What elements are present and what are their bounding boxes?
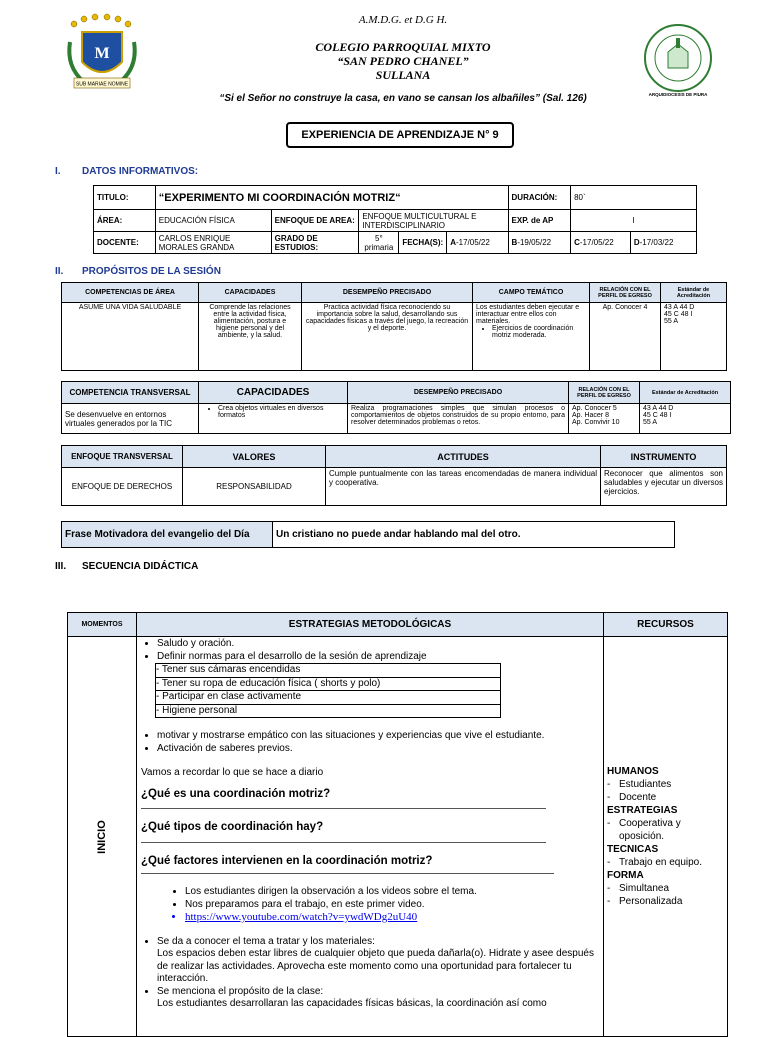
- school-line2: “SAN PEDRO CHANEL”: [337, 54, 469, 68]
- norm-item: - Tener sus cámaras encendidas: [156, 664, 500, 678]
- norm-item: - Tener su ropa de educación física ( shorts y polo): [156, 678, 500, 692]
- recurso-item: - Trabajo en equipo.: [619, 856, 724, 869]
- desempeno-value: Practica actividad física reconociendo su importancia sobre la salud, desarrollando sus capacidades físicas a través del juego, la recreación y el deporte.: [302, 303, 473, 371]
- h-relacion-2: RELACIÓN CON EL PERFIL DE EGRESO: [569, 382, 640, 404]
- estandar-2-value: 43 A 44 D 45 C 48 I 55 A: [640, 404, 731, 434]
- h-desempeno-2: DESEMPEÑO PRECISADO: [348, 382, 569, 404]
- fecha-c: C-17/05/22: [571, 232, 631, 254]
- h-comp-area: COMPETENCIAS DE ÁREA: [62, 283, 199, 303]
- seal-caption: ARQUIDIOCESIS DE PIURA: [648, 92, 708, 97]
- recurso-item: - Estudiantes: [619, 778, 724, 791]
- section1-title: DATOS INFORMATIVOS:: [82, 166, 199, 177]
- exp-label: EXP. de AP: [508, 210, 571, 232]
- enfoque-value: ENFOQUE DE DERECHOS: [62, 468, 183, 506]
- section2-number: II.: [55, 266, 64, 277]
- left-crest: [62, 12, 142, 96]
- docente-label: DOCENTE:: [94, 232, 156, 254]
- answer-line-3: [141, 867, 554, 874]
- frase-motivadora-table: [61, 521, 675, 548]
- h-enfoque: ENFOQUE TRANSVERSAL: [62, 446, 183, 468]
- fecha-d: D-17/03/22: [630, 232, 696, 254]
- titulo-value: “EXPERIMENTO MI COORDINACIÓN MOTRIZ“: [155, 186, 508, 210]
- crest-ribbon-text: SUB MARIAE NOMINE: [75, 81, 129, 88]
- h-recursos: RECURSOS: [604, 613, 728, 637]
- instrumento-value: Reconocer que alimentos son saludables y ejecutar un diversos ejercicios.: [601, 468, 727, 506]
- recurso-item: - Personalizada: [619, 895, 724, 908]
- momento-inicio: INICIO: [96, 819, 108, 854]
- titulo-label: TITULO:: [94, 186, 156, 210]
- svg-text:M: M: [94, 45, 110, 62]
- grado-value: 5° primaria: [359, 232, 399, 254]
- motto-top: A.M.D.G. et D.G H.: [358, 14, 448, 26]
- item-proposito: • Se menciona el propósito de la clase: Los estudiantes desarrollaran las capacidades físicas básicas, la coordinación así como: [157, 986, 599, 1011]
- secuencia-table: [67, 612, 728, 1037]
- h-estrategias: ESTRATEGIAS METODOLÓGICAS: [137, 613, 604, 637]
- duracion-value: 80`: [571, 186, 697, 210]
- valores-value: RESPONSABILIDAD: [183, 468, 326, 506]
- recursos-tecnicas: TECNICAS: [607, 844, 659, 855]
- frase-label: Frase Motivadora del evangelio del Día: [62, 522, 273, 548]
- section2-title: PROPÓSITOS DE LA SESIÓN: [82, 266, 221, 277]
- h-relacion: RELACIÓN CON EL PERFIL DE EGRESO: [590, 283, 661, 303]
- right-seal: [640, 22, 716, 98]
- h-estandar-2: Estándar de Acreditación: [640, 382, 731, 404]
- h-desempeno: DESEMPEÑO PRECISADO: [302, 283, 473, 303]
- comp-area-value: ASUME UNA VIDA SALUDABLE: [62, 303, 199, 371]
- estrategias-cell: [137, 637, 604, 1037]
- estandar-value: 43 A 44 D 45 C 48 I 55 A: [661, 303, 727, 371]
- item-preparamos: • Nos preparamos para el trabajo, en este primer video.: [185, 899, 599, 912]
- h-momentos: MOMENTOS: [68, 613, 137, 637]
- relacion-2-value: Ap. Conocer 5 Ap. Hacer 8 Ap. Convivir 10: [569, 404, 640, 434]
- duracion-label: DURACIÓN:: [508, 186, 571, 210]
- h-capacidades: CAPACIDADES: [199, 283, 302, 303]
- frase-value: Un cristiano no puede andar hablando mal del otro.: [273, 522, 675, 548]
- relacion-value: Ap. Conocer 4: [590, 303, 661, 371]
- question-3: ¿Qué factores intervienen en la coordinación motriz?: [141, 854, 433, 867]
- item-saludo: • Saludo y oración.: [157, 638, 599, 651]
- recursos-humanos: HUMANOS: [607, 766, 659, 777]
- h-comp-transversal: COMPETENCIA TRANSVERSAL: [62, 382, 199, 404]
- recurso-item: - Cooperativa y oposición.: [619, 817, 724, 843]
- page-title: EXPERIENCIA DE APRENDIZAJE N° 9: [286, 122, 514, 148]
- recursos-forma: FORMA: [607, 870, 644, 881]
- fecha-b: B-19/05/22: [508, 232, 571, 254]
- recursos-estrategias: ESTRATEGIAS: [607, 805, 678, 816]
- norms-box: [155, 663, 501, 718]
- recurso-item: - Simultanea: [619, 882, 724, 895]
- item-activacion: • Activación de saberes previos.: [157, 743, 599, 756]
- video-link[interactable]: • https://www.youtube.com/watch?v=ywdWDg2uU40: [185, 911, 599, 924]
- recursos-cell: [604, 637, 728, 1037]
- school-line1: COLEGIO PARROQUIAL MIXTO: [315, 40, 491, 54]
- section3-title: SECUENCIA DIDÁCTICA: [82, 561, 199, 572]
- answer-line-2: [141, 834, 546, 843]
- docente-value: CARLOS ENRIQUE MORALES GRANDA: [155, 232, 271, 254]
- school-line3: SULLANA: [375, 68, 431, 82]
- h-estandar: Estándar de Acreditación: [661, 283, 727, 303]
- h-instrumento: INSTRUMENTO: [601, 446, 727, 468]
- capacidades-value: Comprende las relaciones entre la actividad física, alimentación, postura e higiene personal y del ambiente, y la salud.: [199, 303, 302, 371]
- norm-item: - Participar en clase activamente: [156, 691, 500, 705]
- enfoque-value: ENFOQUE MULTICULTURAL E INTERDISCIPLINARIO: [359, 210, 508, 232]
- fechas-label: FECHA(S):: [399, 232, 447, 254]
- competencias-area-table: [61, 282, 727, 371]
- norm-item: - Higiene personal: [156, 704, 238, 716]
- school-name: [200, 40, 606, 82]
- item-motivar: • motivar y mostrarse empático con las situaciones y experiencias que vive el estudiante.: [157, 730, 599, 743]
- grado-label: GRADO DE ESTUDIOS:: [271, 232, 359, 254]
- item-tema: • Se da a conocer el tema a tratar y los materiales: Los espacios deben estar libres de cualquier objeto que pueda dañarla(o). Hidrate y asee después de realizar las actividades. Aprovecha este momento como una oportunidad para fortalecer tu interacción.: [157, 936, 599, 986]
- comp-transversal-value: Se desenvuelve en entornos virtuales generados por la TIC: [62, 404, 199, 434]
- area-value: EDUCACIÓN FÍSICA: [155, 210, 271, 232]
- capacidades-2-value: • Crea objetos virtuales en diversos formatos: [199, 404, 348, 434]
- recordar-text: Vamos a recordar lo que se hace a diario: [141, 767, 324, 778]
- momento-cell: [68, 637, 137, 1037]
- question-1: ¿Qué es una coordinación motriz?: [141, 787, 331, 800]
- exp-value: I: [571, 210, 697, 232]
- quote: “Si el Señor no construye la casa, en vano se cansan los albañiles” (Sal. 126): [219, 93, 587, 104]
- competencia-transversal-table: [61, 381, 731, 434]
- question-2: ¿Qué tipos de coordinación hay?: [141, 821, 324, 833]
- item-normas: • Definir normas para el desarrollo de la sesión de aprendizaje: [157, 651, 599, 664]
- section3-number: III.: [55, 561, 67, 572]
- h-campo: CAMPO TEMÁTICO: [473, 283, 590, 303]
- h-actitudes: ACTITUDES: [326, 446, 601, 468]
- area-label: ÁREA:: [94, 210, 156, 232]
- campo-value: Los estudiantes deben ejecutar e interactuar entre ellos con materiales. • Ejercicios de coordinación motriz moderada.: [473, 303, 590, 371]
- enfoque-transversal-table: [61, 445, 727, 506]
- actitudes-value: Cumple puntualmente con las tareas encomendadas de manera individual y cooperativa.: [326, 468, 601, 506]
- fecha-a: A-17/05/22: [447, 232, 508, 254]
- recurso-item: - Docente: [619, 791, 724, 804]
- answer-line-1: [141, 800, 546, 809]
- section1-number: I.: [55, 166, 61, 177]
- enfoque-label: ENFOQUE DE AREA:: [271, 210, 359, 232]
- h-valores: VALORES: [183, 446, 326, 468]
- h-capacidades-2: CAPACIDADES: [199, 382, 348, 404]
- datos-table: [93, 185, 697, 254]
- item-observacion: • Los estudiantes dirigen la observación a los videos sobre el tema.: [185, 886, 599, 899]
- desempeno-2-value: Realiza programaciones simples que simulan procesos o comportamientos de objetos construidos de su propio entorno, para resolver determinados problemas o retos.: [348, 404, 569, 434]
